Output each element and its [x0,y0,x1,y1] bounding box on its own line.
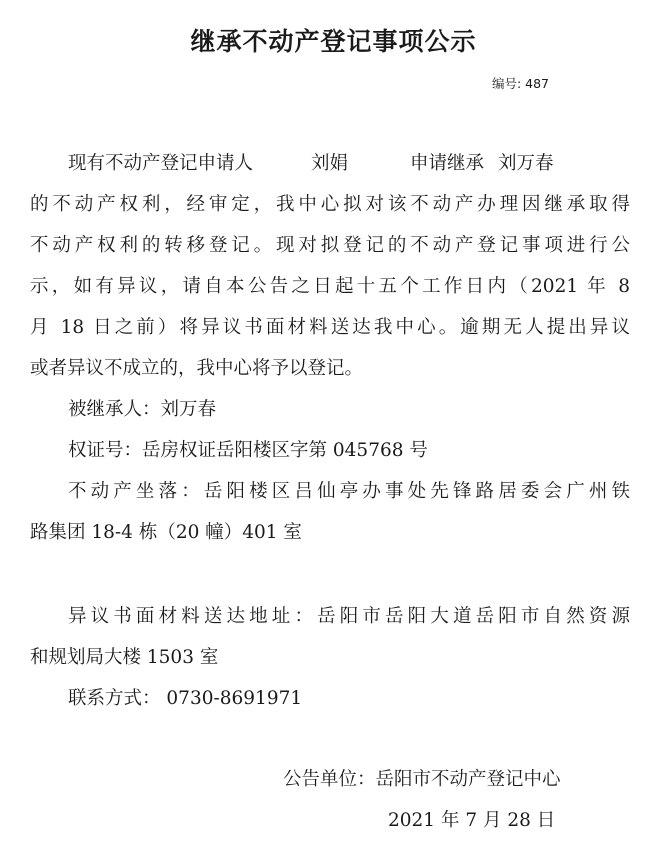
applicant-name: 刘娟 [311,153,349,174]
serial-value: 487 [525,76,549,91]
contact-label: 联系方式： [68,688,161,709]
location-line: 不动产坐落：岳阳楼区吕仙亭办事处先锋路居委会广州铁 [68,481,630,502]
issue-date: 2021 年 7 月 28 日 [388,810,556,831]
address-line: 和规划局大楼 1503 室 [30,647,219,668]
serial-number [492,74,549,92]
decedent-name: 刘万春 [498,153,554,174]
contact-phone: 0730-8691971 [166,688,303,709]
intro-middle: 申请继承 [410,153,485,174]
decedent-line: 被继承人：刘万春 [68,399,217,420]
serial-label: 编号: [491,76,522,91]
body-line: 不动产权利的转移登记。现对拟登记的不动产登记事项进行公 [30,235,630,256]
body-line: 的不动产权利，经审定，我中心拟对该不动产办理因继承取得 [30,194,630,215]
contact-line [68,687,302,711]
location-line: 路集团 18-4 栋（20 幢）401 室 [30,522,302,543]
page-title: 继承不动产登记事项公示 [190,27,477,56]
issuer-line: 公告单位：岳阳市不动产登记中心 [283,769,561,790]
body-line: 月 18 日之前）将异议书面材料送达我中心。逾期无人提出异议 [30,317,630,338]
certificate-line: 权证号：岳房权证岳阳楼区字第 045768 号 [68,440,428,461]
address-line: 异议书面材料送达地址：岳阳市岳阳大道岳阳市自然资源 [68,606,630,627]
body-line: 或者异议不成立的，我中心将予以登记。 [30,358,364,379]
intro-prefix: 现有不动产登记申请人 [68,153,254,174]
body-line: 示，如有异议，请自本公告之日起十五个工作日内（2021 年 8 [30,276,630,297]
intro-line [68,152,554,176]
